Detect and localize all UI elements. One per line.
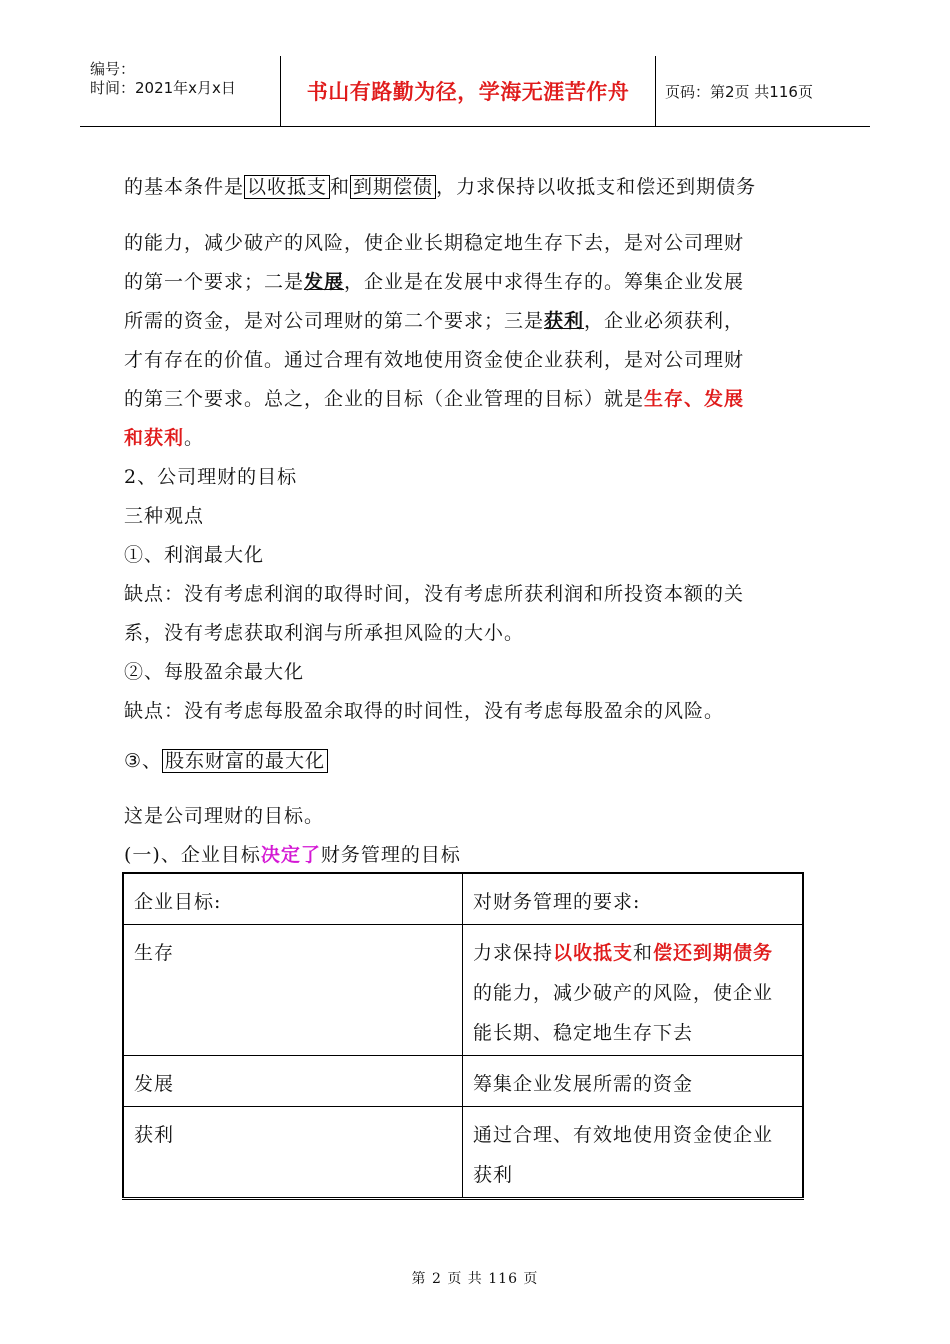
list-item: ①、利润最大化 xyxy=(124,544,265,566)
text: 和 xyxy=(633,942,654,964)
boxed-term: 股东财富的最大化 xyxy=(162,749,328,773)
highlight-term: 以收抵支 xyxy=(553,942,634,964)
text: 所需的资金，是对公司理财的第二个要求；三是 xyxy=(124,310,545,332)
paragraph-line: 才有存在的价值。通过合理有效地使用资金使企业获利，是对公司理财 xyxy=(124,349,745,371)
table-cell: 通过合理、有效地使用资金使企业获利 xyxy=(463,1107,804,1199)
highlight-term: 决定了 xyxy=(260,844,321,866)
paragraph-line xyxy=(124,172,830,199)
text: ，力求保持以收抵支和偿还到期债务 xyxy=(436,176,757,198)
header-left xyxy=(90,60,276,98)
underlined-term: 发展 xyxy=(304,271,345,293)
header-divider xyxy=(655,56,656,126)
text: 力求保持 xyxy=(473,942,554,964)
text: ，企业必须获利， xyxy=(584,310,745,332)
text: 。 xyxy=(184,427,205,449)
table-cell: 筹集企业发展所需的资金 xyxy=(463,1056,804,1107)
table-row xyxy=(123,925,803,1056)
paragraph-line xyxy=(124,267,830,294)
text: (一)、企业目标 xyxy=(124,844,261,866)
paragraph-line: 系，没有考虑获取利润与所承担风险的大小。 xyxy=(124,622,525,644)
table-row xyxy=(123,1107,803,1199)
table-row xyxy=(123,1056,803,1107)
page-footer: 第 2 页 共 116 页 xyxy=(411,1271,539,1287)
table-header-row xyxy=(123,873,803,925)
table-cell: 生存 xyxy=(123,925,463,1056)
underlined-term: 获利 xyxy=(544,310,585,332)
paragraph-line xyxy=(124,423,830,450)
paragraph-line xyxy=(124,306,830,333)
table-header-cell: 企业目标: xyxy=(123,873,463,925)
text: ，企业是在发展中求得生存的。筹集企业发展 xyxy=(344,271,745,293)
table-cell: 发展 xyxy=(123,1056,463,1107)
text: ③、 xyxy=(124,750,163,772)
text: 和 xyxy=(330,176,351,198)
section-heading: 2、公司理财的目标 xyxy=(124,466,298,488)
goals-table xyxy=(122,872,804,1200)
table-header-cell: 对财务管理的要求: xyxy=(463,873,804,925)
header-page-info: 页码：第2页 共116页 xyxy=(665,82,813,101)
paragraph-line: 这是公司理财的目标。 xyxy=(124,805,325,827)
text: 的能力，减少破产的风险，使企业能长期、稳定地生存下去 xyxy=(473,982,774,1044)
doc-date: 时间：2021年x月x日 xyxy=(90,79,236,97)
highlight-term: 偿还到期债务 xyxy=(653,942,774,964)
table-cell: 获利 xyxy=(123,1107,463,1199)
header-motto: 书山有路勤为径，学海无涯苦作舟 xyxy=(306,80,630,104)
doc-number-label: 编号： xyxy=(90,60,136,78)
paragraph-line: 的能力，减少破产的风险，使企业长期稳定地生存下去，是对公司理财 xyxy=(124,232,745,254)
page-header xyxy=(80,56,870,127)
boxed-term: 到期偿债 xyxy=(350,175,436,199)
text: 的第三个要求。总之，企业的目标（企业管理的目标）就是 xyxy=(124,388,645,410)
subsection-heading xyxy=(124,840,830,867)
highlight-term: 和获利 xyxy=(124,427,185,449)
text: 的基本条件是 xyxy=(124,176,245,198)
text: 财务管理的目标 xyxy=(320,844,461,866)
paragraph-line: 三种观点 xyxy=(124,505,205,527)
paragraph-line: 缺点：没有考虑利润的取得时间，没有考虑所获利润和所投资本额的关 xyxy=(124,583,745,605)
boxed-term: 以收抵支 xyxy=(244,175,330,199)
text: 的第一个要求；二是 xyxy=(124,271,305,293)
highlight-term: 生存、发展 xyxy=(644,388,745,410)
list-item xyxy=(124,746,830,773)
paragraph-line xyxy=(124,384,830,411)
paragraph-line: 缺点：没有考虑每股盈余取得的时间性，没有考虑每股盈余的风险。 xyxy=(124,700,725,722)
list-item: ②、每股盈余最大化 xyxy=(124,661,305,683)
table-cell xyxy=(463,925,804,1056)
